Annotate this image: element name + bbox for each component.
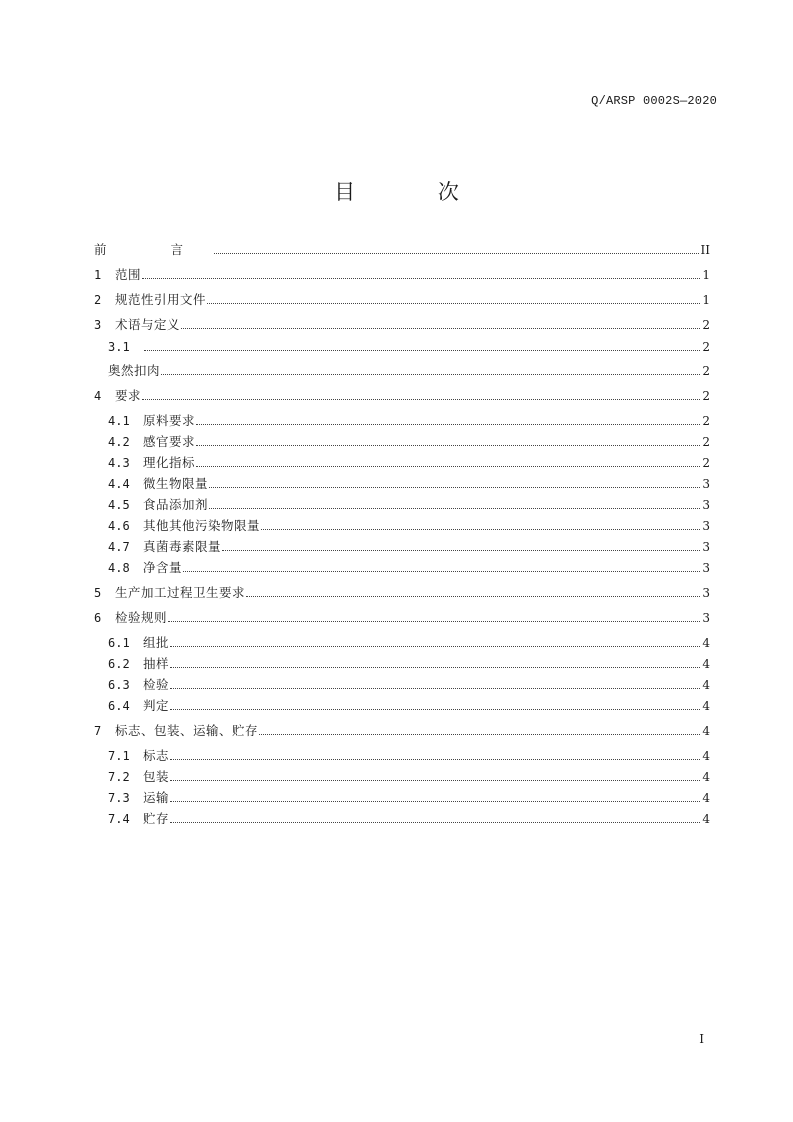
dot-leader	[209, 507, 700, 509]
page-title: 目 次	[334, 180, 497, 204]
toc-entry-page: II	[700, 243, 710, 257]
toc-entry-number: 4.8	[108, 561, 130, 575]
toc-entry-number: 4.5	[108, 498, 130, 512]
toc-entry[interactable]	[94, 746, 710, 767]
toc-entry-title: 生产加工过程卫生要求	[115, 585, 246, 600]
toc-entry-number: 4.1	[108, 414, 130, 428]
toc-entry[interactable]	[94, 654, 710, 675]
toc-entry-page: 1	[702, 293, 710, 307]
toc-entry-page: 1	[702, 268, 710, 282]
dot-leader	[170, 687, 700, 689]
toc-entry[interactable]	[94, 315, 710, 336]
toc-entry-number: 4.2	[108, 435, 130, 449]
toc-entry-page: 3	[702, 561, 710, 575]
toc-entry-page: 2	[702, 364, 710, 378]
toc-entry-page: 2	[702, 340, 710, 354]
toc-entry-title: 抽样	[143, 656, 170, 671]
toc-entry[interactable]	[94, 516, 710, 537]
dot-leader	[170, 645, 700, 647]
dot-leader	[168, 620, 700, 622]
toc-entry-title: 组批	[143, 635, 170, 650]
toc-entry[interactable]	[94, 265, 710, 286]
toc-entry-number: 7.1	[108, 749, 130, 763]
toc-entry-number: 4.6	[108, 519, 130, 533]
toc-entry-page: 4	[702, 678, 710, 692]
toc-entry[interactable]	[94, 411, 710, 432]
toc-entry-page: 4	[702, 699, 710, 713]
toc-entry-number: 6	[94, 611, 102, 625]
toc-entry-number: 4.3	[108, 456, 130, 470]
toc-entry[interactable]	[94, 386, 710, 407]
toc-entry-page: 4	[702, 812, 710, 826]
toc-entry[interactable]	[94, 474, 710, 495]
toc-entry[interactable]	[94, 432, 710, 453]
dot-leader	[196, 444, 700, 446]
table-of-contents	[94, 240, 710, 830]
toc-entry-page: 3	[702, 498, 710, 512]
toc-entry-title: 感官要求	[143, 434, 196, 449]
dot-leader	[209, 486, 700, 488]
toc-entry-number: 4.4	[108, 477, 130, 491]
toc-entry-title: 标志	[143, 748, 170, 763]
toc-entry[interactable]	[94, 788, 710, 809]
toc-entry[interactable]	[94, 537, 710, 558]
toc-entry-title: 微生物限量	[143, 476, 209, 491]
toc-entry-title: 标志、包装、运输、贮存	[115, 723, 259, 738]
toc-entry-page: 2	[702, 318, 710, 332]
toc-entry-title: 范围	[115, 267, 142, 282]
dot-leader	[170, 666, 700, 668]
toc-entry[interactable]	[94, 495, 710, 516]
toc-entry-page: 4	[702, 636, 710, 650]
toc-entry-number: 3	[94, 318, 102, 332]
toc-entry[interactable]	[94, 240, 710, 261]
toc-entry-number: 7.4	[108, 812, 130, 826]
dot-leader	[170, 779, 700, 781]
dot-leader	[196, 423, 700, 425]
toc-entry-number: 7.2	[108, 770, 130, 784]
toc-entry-page: 2	[702, 435, 710, 449]
toc-entry-number: 6.1	[108, 636, 130, 650]
toc-entry-page: 4	[702, 791, 710, 805]
toc-entry-title: 运输	[143, 790, 170, 805]
toc-entry-number: 2	[94, 293, 102, 307]
toc-entry[interactable]	[94, 633, 710, 654]
dot-leader	[170, 800, 700, 802]
toc-entry-page: 3	[702, 611, 710, 625]
toc-entry-title: 原料要求	[143, 413, 196, 428]
toc-entry[interactable]	[94, 453, 710, 474]
toc-entry-page: 3	[702, 540, 710, 554]
dot-leader	[161, 373, 700, 375]
toc-entry-number: 6.2	[108, 657, 130, 671]
toc-entry-title: 真菌毒素限量	[143, 539, 222, 554]
page-number: I	[699, 1032, 704, 1046]
toc-entry-title: 前 言	[94, 242, 213, 257]
dot-leader	[214, 252, 699, 254]
toc-entry[interactable]	[94, 721, 710, 742]
toc-entry[interactable]	[94, 809, 710, 830]
toc-entry[interactable]	[94, 361, 710, 382]
toc-entry-title: 检验	[143, 677, 170, 692]
toc-entry[interactable]	[94, 675, 710, 696]
toc-entry-title: 食品添加剂	[143, 497, 209, 512]
toc-entry-title: 要求	[115, 388, 142, 403]
toc-entry-number: 4.7	[108, 540, 130, 554]
dot-leader	[222, 549, 700, 551]
toc-entry-page: 4	[702, 749, 710, 763]
toc-entry-title: 理化指标	[143, 455, 196, 470]
toc-entry[interactable]	[94, 558, 710, 579]
standard-code: Q/ARSP 0002S—2020	[591, 94, 717, 108]
toc-entry-number: 6.3	[108, 678, 130, 692]
toc-entry-page: 4	[702, 770, 710, 784]
toc-entry-page: 2	[702, 414, 710, 428]
toc-entry-page: 3	[702, 477, 710, 491]
toc-entry-number: 4	[94, 389, 102, 403]
toc-entry-number: 3.1	[108, 340, 130, 354]
dot-leader	[170, 708, 700, 710]
toc-entry-title: 检验规则	[115, 610, 168, 625]
dot-leader	[207, 302, 700, 304]
dot-leader	[259, 733, 700, 735]
dot-leader	[261, 528, 700, 530]
toc-entry-page: 4	[702, 724, 710, 738]
toc-entry-page: 4	[702, 657, 710, 671]
toc-entry[interactable]	[94, 340, 710, 361]
toc-entry[interactable]	[94, 696, 710, 717]
toc-entry[interactable]	[94, 767, 710, 788]
toc-entry-number: 7	[94, 724, 102, 738]
toc-entry-page: 3	[702, 519, 710, 533]
toc-entry-page: 3	[702, 586, 710, 600]
toc-entry-title: 净含量	[143, 560, 183, 575]
toc-entry-title: 判定	[143, 698, 170, 713]
toc-entry-title: 其他其他污染物限量	[143, 518, 261, 533]
toc-entry-title: 贮存	[143, 811, 170, 826]
toc-entry-title: 术语与定义	[115, 317, 181, 332]
toc-entry-page: 2	[702, 389, 710, 403]
toc-entry-title: 包装	[143, 769, 170, 784]
dot-leader	[196, 465, 700, 467]
toc-entry-number: 1	[94, 268, 102, 282]
dot-leader	[142, 398, 700, 400]
toc-entry-title: 奥然扣肉	[108, 363, 161, 378]
toc-entry-page: 2	[702, 456, 710, 470]
dot-leader	[170, 821, 700, 823]
toc-entry-number: 7.3	[108, 791, 130, 805]
dot-leader	[183, 570, 700, 572]
dot-leader	[142, 277, 700, 279]
toc-entry-number: 6.4	[108, 699, 130, 713]
toc-entry-number: 5	[94, 586, 102, 600]
dot-leader	[144, 349, 700, 351]
dot-leader	[170, 758, 700, 760]
toc-entry-title: 规范性引用文件	[115, 292, 207, 307]
toc-entry[interactable]	[94, 583, 710, 604]
toc-entry[interactable]	[94, 608, 710, 629]
dot-leader	[181, 327, 700, 329]
dot-leader	[246, 595, 700, 597]
toc-entry[interactable]	[94, 290, 710, 311]
